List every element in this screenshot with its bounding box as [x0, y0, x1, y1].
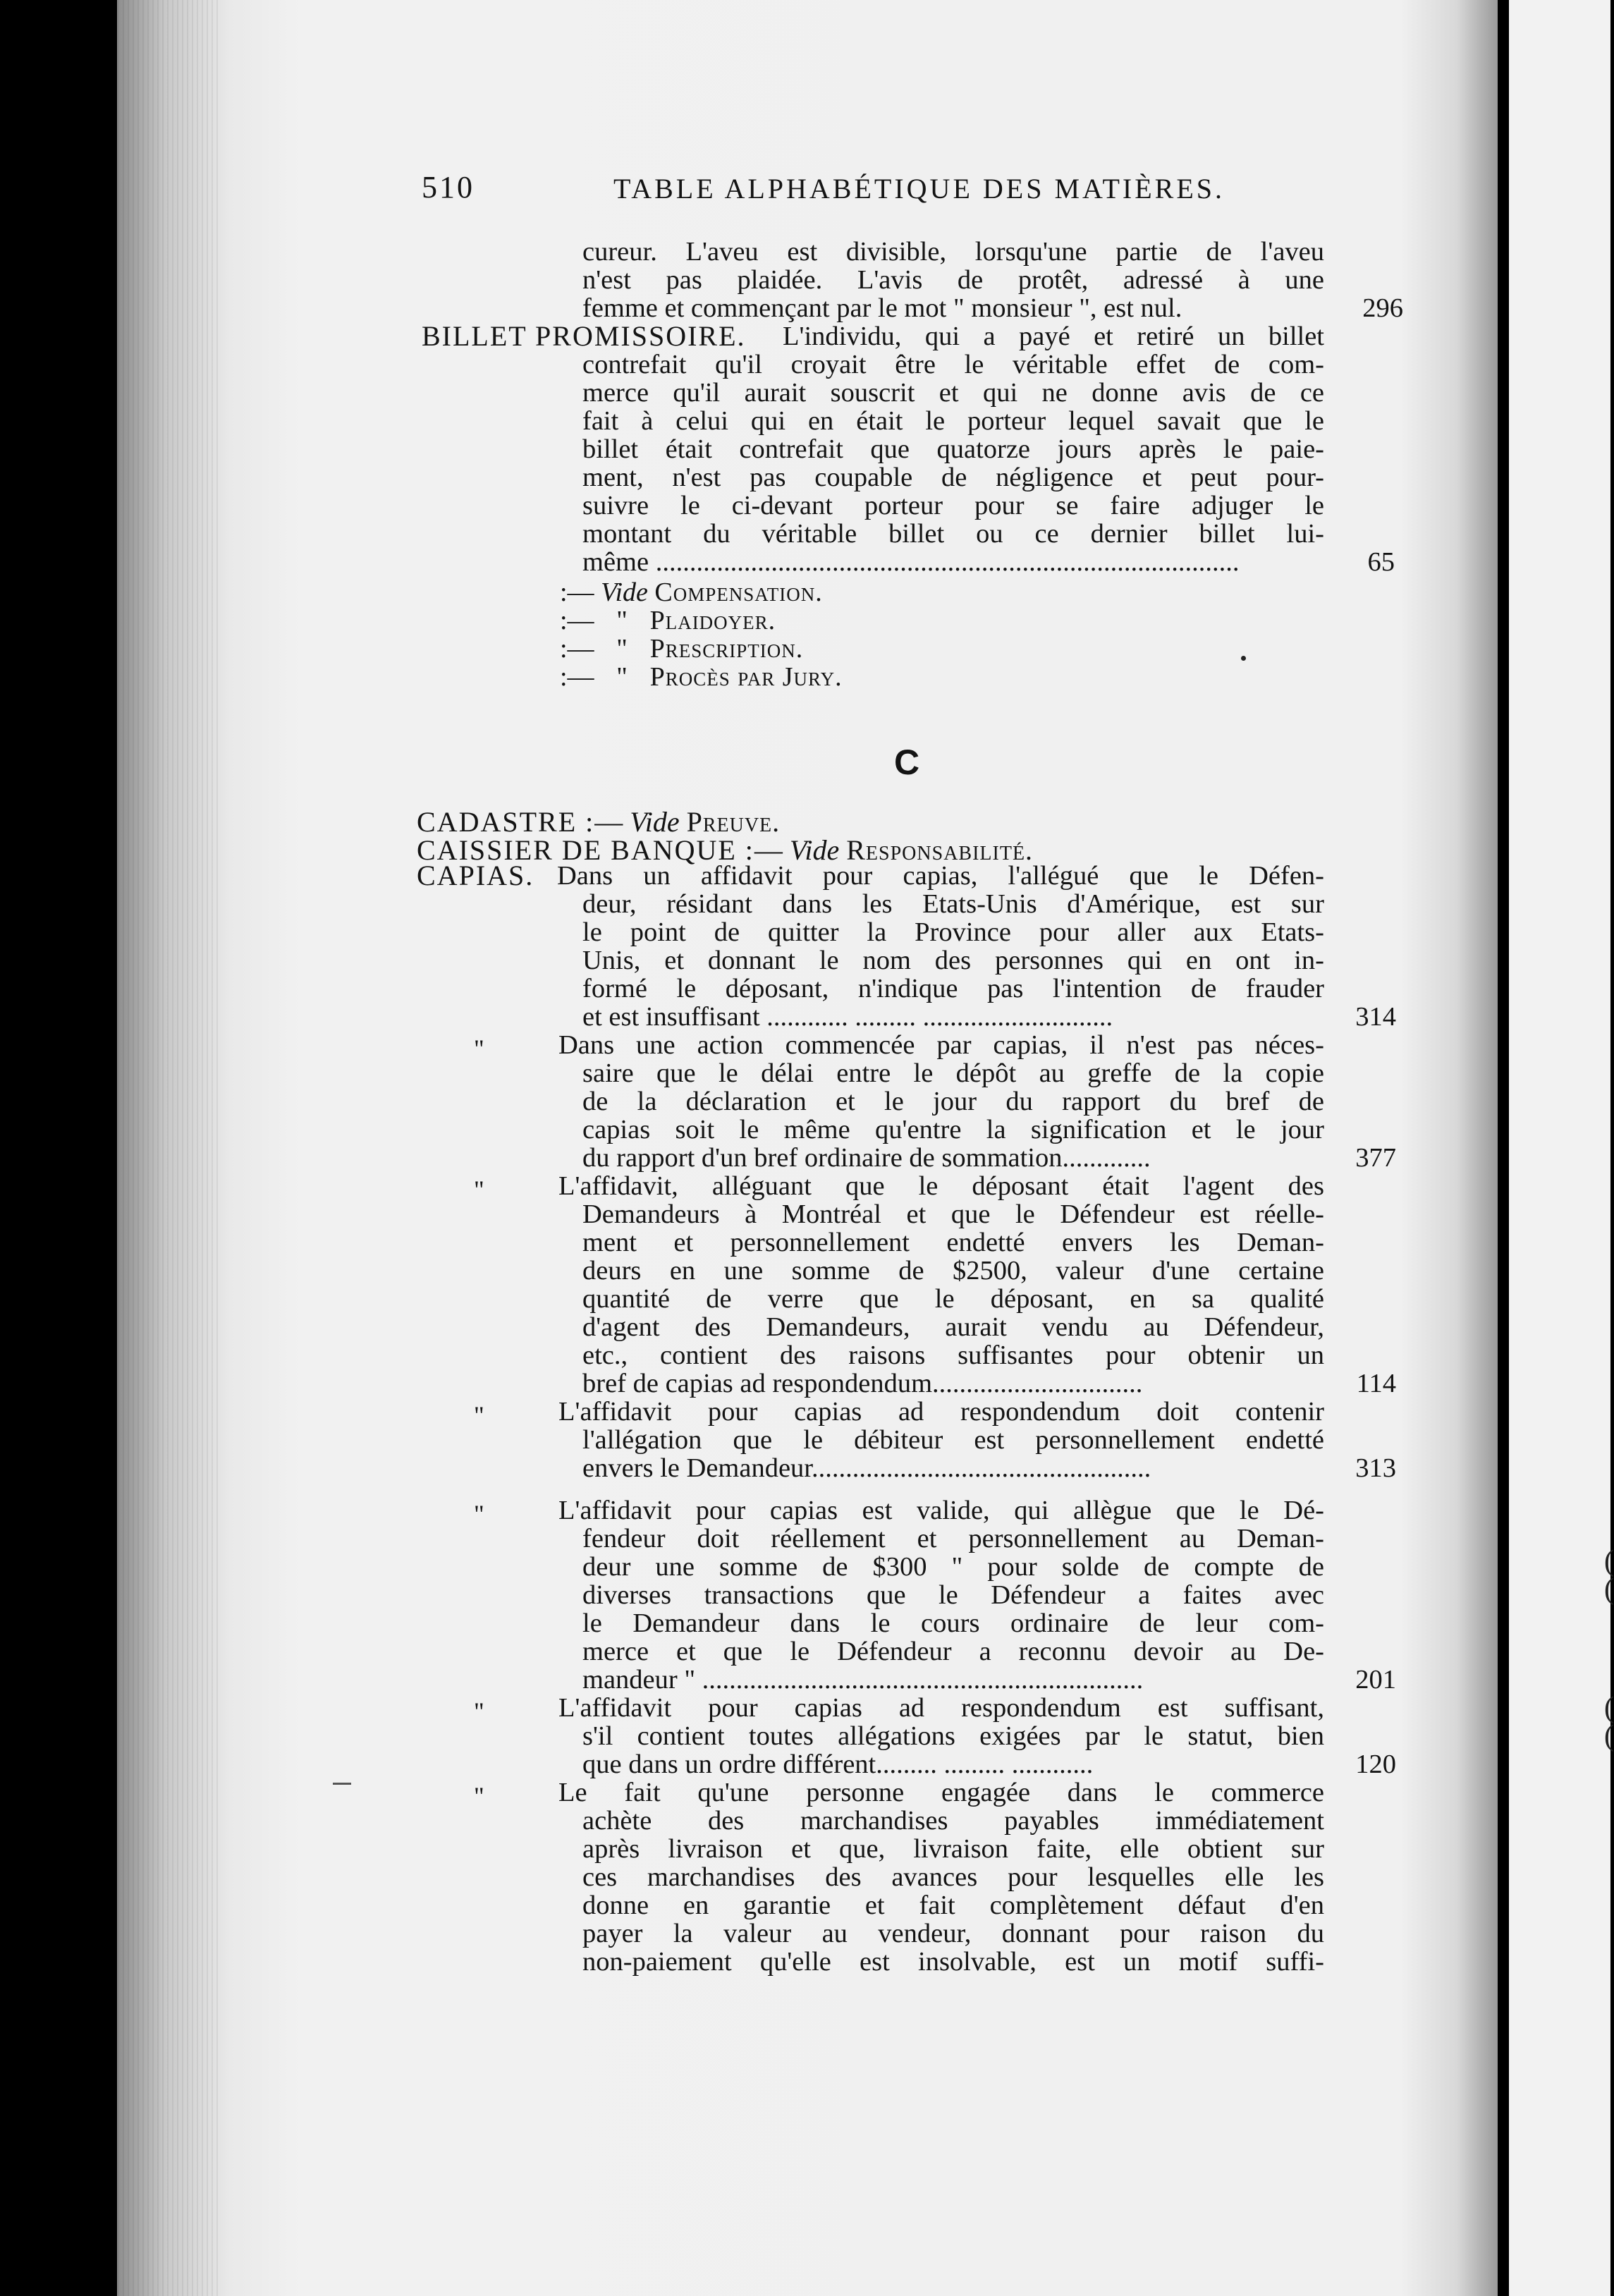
index-term: CAPIAS.	[417, 860, 534, 891]
cross-ref-vide: Vide	[630, 806, 680, 838]
ditto-mark: "	[474, 1034, 484, 1063]
entry-line: d'agent des Demandeurs, aurait vendu au Défendeur,	[582, 1312, 1324, 1342]
entry-line: fendeur doit réellement et personnellement au Deman-	[582, 1524, 1324, 1553]
entry-line: donne en garantie et fait complètement défaut d'en	[582, 1891, 1324, 1920]
adjacent-page-fragment: (	[1604, 1573, 1614, 1606]
entry-line: etc., contient des raisons suffisantes pour obtenir un	[582, 1341, 1324, 1370]
ditto-mark: "	[474, 1697, 484, 1726]
entry-line: deur une somme de $300 " pour solde de compte de	[582, 1552, 1324, 1582]
cross-ref-prefix: :—	[560, 578, 594, 607]
page-reference: 201	[1355, 1665, 1396, 1694]
cross-ref-vide: Vide	[601, 578, 648, 607]
adjacent-page	[1509, 0, 1614, 2296]
ditto-mark: "	[474, 1500, 484, 1528]
ditto-mark: "	[474, 1782, 484, 1810]
entry-line: merce et que le Défendeur a reconnu devoir au De-	[582, 1637, 1324, 1666]
entry-line: envers le Demandeur..................................................	[582, 1453, 1151, 1483]
cross-ref-dash: —	[594, 806, 623, 838]
entry-line: non-paiement qu'elle est insolvable, est un motif suffi-	[582, 1947, 1324, 1977]
index-term: CAISSIER DE BANQUE :	[417, 834, 754, 866]
page-reference: 314	[1355, 1002, 1396, 1032]
entry-line: fait à celui qui en était le porteur lequel savait que le	[582, 406, 1324, 436]
entry-line: mandeur " .................................................................	[582, 1665, 1144, 1694]
entry-line: Le fait qu'une personne engagée dans le commerce	[558, 1778, 1324, 1807]
page-number: 510	[422, 170, 475, 204]
page-reference: 114	[1356, 1369, 1396, 1398]
entry-line: quantité de verre que le déposant, en sa qualité	[582, 1284, 1324, 1314]
page-reference: 120	[1355, 1750, 1396, 1779]
entry-line: cureur. L'aveu est divisible, lorsqu'une partie de l'aveu	[582, 237, 1324, 267]
cross-ref-vide: Vide	[789, 834, 840, 866]
entry-line: suivre le ci-devant porteur pour se faire adjuger le	[582, 491, 1324, 520]
entry-line: ment et personnellement endetté envers les Deman-	[582, 1228, 1324, 1257]
ditto-mark: "	[474, 1401, 484, 1429]
entry-line: billet était contrefait que quatorze jours après le paie-	[582, 434, 1324, 464]
entry-line: L'affidavit pour capias est valide, qui allègue que le Dé-	[558, 1496, 1324, 1525]
ditto-mark: "	[616, 634, 628, 664]
adjacent-page-fragment: (	[1604, 1545, 1614, 1577]
entry-line: bref de capias ad respondendum...............................	[582, 1369, 1143, 1398]
cross-ref-target: Prescription.	[649, 634, 804, 664]
index-term: BILLET PROMISSOIRE.	[422, 320, 746, 352]
cross-ref-target: Preuve.	[686, 806, 781, 838]
entry-line: L'affidavit pour capias ad respondendum doit contenir	[558, 1397, 1324, 1427]
entry-line: diverses transactions que le Défendeur a faites avec	[582, 1580, 1324, 1610]
entry-line: de la déclaration et le jour du rapport du bref de	[582, 1087, 1324, 1116]
ditto-mark: "	[616, 606, 628, 635]
cross-ref-prefix: :—	[560, 634, 594, 664]
ditto-mark: "	[474, 1176, 484, 1204]
entry-line: L'affidavit pour capias ad respondendum est suffisant,	[558, 1693, 1324, 1723]
page-reference: 296	[1362, 293, 1403, 323]
cross-ref-dash: —	[754, 834, 783, 866]
entry-line: saire que le délai entre le dépôt au greffe de la copie	[582, 1058, 1324, 1088]
entry-line: Unis, et donnant le nom des personnes qui en ont in-	[582, 946, 1324, 975]
margin-mark	[333, 1783, 351, 1785]
entry-line: même ......................................................................................	[582, 547, 1240, 577]
entry-line: du rapport d'un bref ordinaire de sommation.............	[582, 1143, 1151, 1173]
entry-line: deur, résidant dans les Etats-Unis d'Amérique, est sur	[582, 889, 1324, 919]
page-reference: 65	[1367, 547, 1395, 577]
entry-line: n'est pas plaidée. L'avis de protêt, adressé à une	[582, 265, 1324, 295]
cross-ref-prefix: :—	[560, 662, 594, 692]
entry-line: et est insuffisant ............ ......... ............................	[582, 1002, 1113, 1032]
entry-line: deurs en une somme de $2500, valeur d'une certaine	[582, 1256, 1324, 1286]
cross-reference	[560, 633, 803, 664]
page-reference: 377	[1355, 1143, 1396, 1173]
cross-ref-prefix: :—	[560, 606, 594, 635]
entry-line: le point de quitter la Province pour aller aux Etats-	[582, 917, 1324, 947]
entry-line: Dans un affidavit pour capias, l'allégué que le Défen-	[557, 861, 1324, 891]
entry-line: achète des marchandises payables immédiatement	[582, 1806, 1324, 1836]
entry-line: formé le déposant, n'indique pas l'intention de frauder	[582, 974, 1324, 1003]
ditto-mark: "	[616, 662, 628, 692]
entry-line: après livraison et que, livraison faite, elle obtient sur	[582, 1834, 1324, 1864]
entry-line: contrefait qu'il croyait être le véritable effet de com-	[582, 350, 1324, 379]
index-term: CADASTRE :	[417, 806, 595, 838]
entry-line: merce qu'il aurait souscrit et qui ne donne avis de ce	[582, 378, 1324, 408]
cross-reference	[560, 577, 823, 608]
entry-line: montant du véritable billet ou ce dernier billet lui-	[582, 519, 1324, 549]
ink-speck	[1241, 656, 1246, 661]
running-title: TABLE ALPHABÉTIQUE DES MATIÈRES.	[613, 173, 1225, 204]
entry-line: capias soit le même qu'entre la signification et le jour	[582, 1115, 1324, 1144]
adjacent-page-fragment: (	[1604, 1692, 1614, 1724]
entry-line: ces marchandises des avances pour lesquelles elle les	[582, 1862, 1324, 1892]
cross-reference	[560, 661, 843, 692]
section-letter: C	[894, 743, 920, 782]
entry-line: payer la valeur au vendeur, donnant pour raison du	[582, 1919, 1324, 1948]
entry-line: femme et commençant par le mot " monsieur ", est nul.	[582, 293, 1182, 323]
cross-ref-target: Responsabilité.	[846, 834, 1034, 866]
cross-ref-target: Procès par Jury.	[649, 662, 843, 692]
entry-line: Demandeurs à Montréal et que le Défendeur est réelle-	[582, 1199, 1324, 1229]
entry-line: L'affidavit, alléguant que le déposant était l'agent des	[558, 1171, 1324, 1201]
page-edges-shading	[113, 0, 219, 2296]
page-reference: 313	[1355, 1453, 1396, 1483]
entry-line: que dans un ordre différent......... ......... ............	[582, 1750, 1094, 1779]
entry-line: L'individu, qui a payé et retiré un billet	[783, 322, 1324, 351]
cross-ref-target: Plaidoyer.	[649, 606, 776, 635]
adjacent-page-fragment: (	[1604, 1720, 1614, 1752]
cross-reference	[560, 605, 776, 636]
entry-line: ment, n'est pas coupable de négligence et peut pour-	[582, 463, 1324, 492]
entry-line: s'il contient toutes allégations exigées par le statut, bien	[582, 1721, 1324, 1751]
entry-line: Dans une action commencée par capias, il n'est pas néces-	[558, 1030, 1324, 1060]
cross-ref-target: Compensation.	[654, 578, 823, 607]
entry-line: le Demandeur dans le cours ordinaire de leur com-	[582, 1608, 1324, 1638]
entry-line: l'allégation que le débiteur est personnellement endetté	[582, 1425, 1324, 1455]
